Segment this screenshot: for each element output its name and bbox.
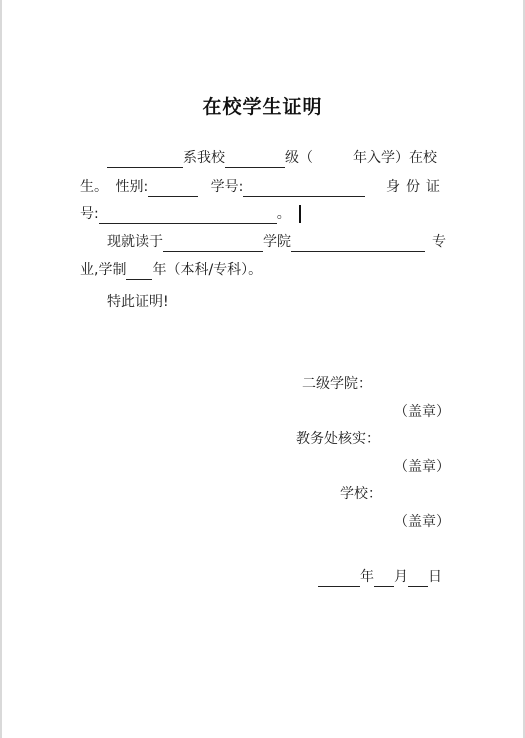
years-text: 年（本科/专科）。 (152, 262, 263, 278)
date-line (318, 567, 442, 587)
academic-affairs-seal: （盖章） (394, 459, 450, 475)
major-end-text: 业,学制 (80, 262, 127, 278)
grade-blank[interactable] (225, 151, 285, 168)
body-line-5 (80, 260, 262, 280)
gender-label: 性别: (115, 179, 149, 195)
idcard-label: 身份证 (386, 179, 446, 195)
idcard-number-blank[interactable] (99, 207, 277, 224)
major-blank[interactable] (291, 235, 425, 252)
student-text: 生。 (80, 179, 108, 195)
academic-affairs-label: 教务处核实： (296, 431, 380, 447)
gender-blank[interactable] (148, 180, 198, 197)
years-blank[interactable] (126, 263, 152, 280)
major-start-text: 专 (432, 234, 446, 250)
school-signature-label: 学校： (340, 486, 382, 502)
college-blank[interactable] (163, 235, 263, 252)
body-line-1 (107, 148, 437, 168)
college-signature-label: 二级学院： (302, 376, 372, 392)
major-start-wrap (432, 232, 446, 252)
date-year-blank[interactable] (318, 570, 360, 587)
body-line-2 (80, 177, 446, 197)
idcard-number-label: 号: (80, 206, 99, 222)
enroll-text: 年入学）在校 (353, 150, 437, 166)
student-id-blank[interactable] (243, 180, 365, 197)
body-line-4 (107, 232, 425, 252)
closing-text: 特此证明! (107, 294, 169, 310)
college-text: 学院 (263, 234, 291, 250)
document-title: 在校学生证明 (202, 96, 323, 118)
school-seal: （盖章） (394, 514, 450, 530)
studying-at-text: 现就读于 (107, 234, 163, 250)
text-cursor (299, 205, 301, 223)
body-line-3 (80, 204, 301, 224)
date-month-blank[interactable] (374, 570, 394, 587)
department-suffix: 系我校 (183, 150, 225, 166)
grade-suffix: 级（ (285, 150, 313, 166)
date-month-label: 月 (394, 569, 408, 585)
student-id-label: 学号: (210, 179, 244, 195)
line3-end: 。 (276, 206, 291, 222)
date-day-blank[interactable] (408, 570, 428, 587)
department-blank[interactable] (107, 151, 183, 168)
date-year-label: 年 (360, 569, 374, 585)
date-day-label: 日 (428, 569, 442, 585)
college-seal: （盖章） (394, 404, 450, 420)
